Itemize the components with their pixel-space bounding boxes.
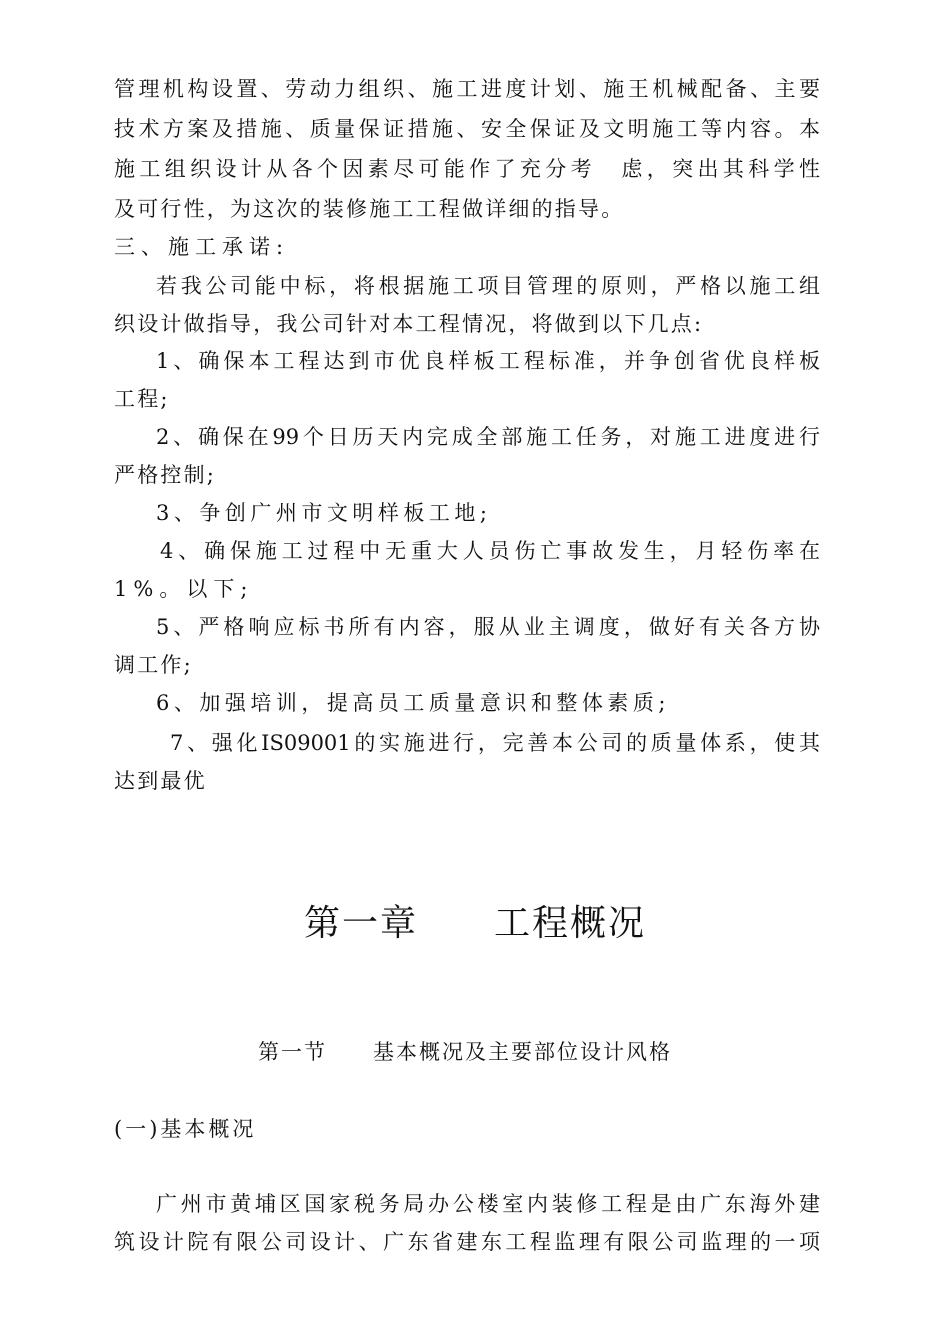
commitment-heading: 三、施工承诺: — [114, 235, 290, 259]
commitment-item-line: 达到最优 — [114, 769, 207, 793]
body-line: 广州市黄埔区国家税务局办公楼室内装修工程是由广东海外建 — [156, 1192, 820, 1216]
body-line: 筑设计院有限公司设计、广东省建东工程监理有限公司监理的一项 — [114, 1230, 820, 1254]
commitment-item-line: 调工作; — [114, 653, 193, 677]
commitment-item-line: 4、确保施工过程中无重大人员伤亡事故发生，月轻伤率在 — [160, 539, 820, 563]
commitment-item-line: 1、确保本工程达到市优良样板工程标准，并争创省优良样板 — [156, 349, 820, 373]
commitment-item-line: 6、加强培训，提高员工质量意识和整体素质; — [156, 691, 670, 715]
commitment-item-line: 1%。以下; — [114, 577, 254, 601]
commitment-item-line: 7、强化IS09001的实施进行，完善本公司的质量体系，使其 — [170, 731, 820, 755]
commitment-item-line: 3、争创广州市文明样板工地; — [156, 501, 492, 525]
commitment-item-line: 2、确保在99个日历天内完成全部施工任务，对施工进度进行 — [156, 425, 820, 449]
sub-heading: (一)基本概况 — [114, 1117, 257, 1141]
chapter-title: 第一章 工程概况 — [303, 903, 646, 944]
commitment-item-line: 5、严格响应标书所有内容，服从业主调度，做好有关各方协 — [156, 615, 820, 639]
commitment-item-line: 工程; — [114, 387, 170, 411]
paragraph-line: 管理机构设置、劳动力组织、施工进度计划、施王机械配备、主要 — [114, 77, 820, 101]
commitment-item-line: 严格控制; — [114, 463, 217, 487]
commitment-intro-line: 织设计做指导，我公司针对本工程情况，将做到以下几点: — [114, 312, 704, 336]
section-title: 第一节 基本概况及主要部位设计风格 — [258, 1040, 672, 1064]
paragraph-line: 施工组织设计从各个因素尽可能作了充分考 虑，突出其科学性 — [114, 157, 820, 181]
paragraph-line: 及可行性，为这次的装修施工工程做详细的指导。 — [114, 197, 625, 221]
paragraph-line: 技术方案及措施、质量保证措施、安全保证及文明施工等内容。本 — [114, 117, 820, 141]
commitment-intro-line: 若我公司能中标，将根据施工项目管理的原则，严格以施工组 — [156, 274, 820, 298]
